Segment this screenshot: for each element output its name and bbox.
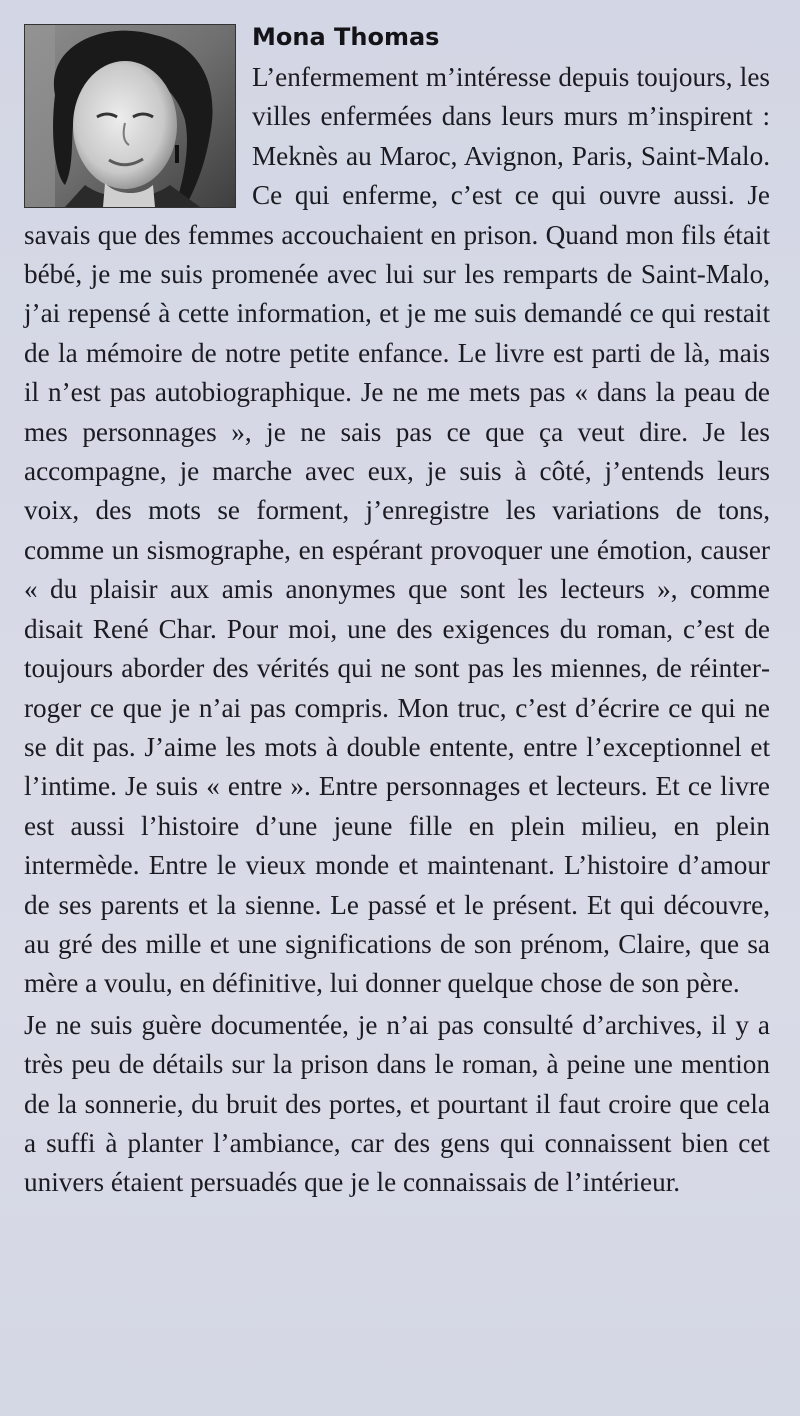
- paragraph-1: L’enfermement m’intéresse depuis toujours, les villes enfermées dans leurs murs m’inspirent : Meknès au Maroc, Avignon, Paris, Saint-Malo. Ce qui enferme, c’est ce qui ouvre aussi. Je savais que des femmes accouchaient en prison. Quand mon fils était bébé, je me suis promenée avec lui sur les remparts de Saint-Malo, j’ai repensé à cette information, et je me suis demandé ce qui restait de la mémoire de notre petite enfance. Le livre est parti de là, mais il n’est pas autobiographique. Je ne me mets pas « dans la peau de mes personnages », je ne sais pas ce que ça veut dire. Je les accompagne, je marche avec eux, je suis à côté, j’entends leurs voix, des mots se forment, j’enregistre les variations de tons, comme un sismographe, en espérant provoquer une émotion, causer « du plaisir aux amis anonymes que sont les lecteurs », comme disait René Char. Pour moi, une des exigences du roman, c’est de toujours aborder des vérités qui ne sont pas les miennes, de réinterroger ce que je n’ai pas compris. Mon truc, c’est d’écrire ce qui ne se dit pas. J’aime les mots à double entente, entre l’exceptionnel et l’intime. Je suis « entre ». Entre personnages et lecteurs. Et ce livre est aussi l’histoire d’une jeune fille en plein milieu, en plein intermède. Entre le vieux monde et maintenant. L’histoire d’amour de ses parents et la sienne. Le passé et le présent. Et qui découvre, au gré des mille et une significations de son prénom, Claire, que sa mère a voulu, en définitive, lui donner quelque chose de son père.: [24, 62, 770, 999]
- author-photo: [24, 24, 236, 208]
- paragraph-2: Je ne suis guère documentée, je n’ai pas consulté d’archives, il y a très peu de détails sur la prison dans le roman, à peine une mention de la sonnerie, du bruit des portes, et pourtant il faut croire que cela a suffi à planter l’ambiance, car des gens qui connaissent bien cet univers étaient persuadés que je le connaissais de l’intérieur.: [24, 1009, 770, 1198]
- author-name: Mona Thomas: [252, 23, 440, 51]
- author-portrait-icon: [25, 25, 235, 207]
